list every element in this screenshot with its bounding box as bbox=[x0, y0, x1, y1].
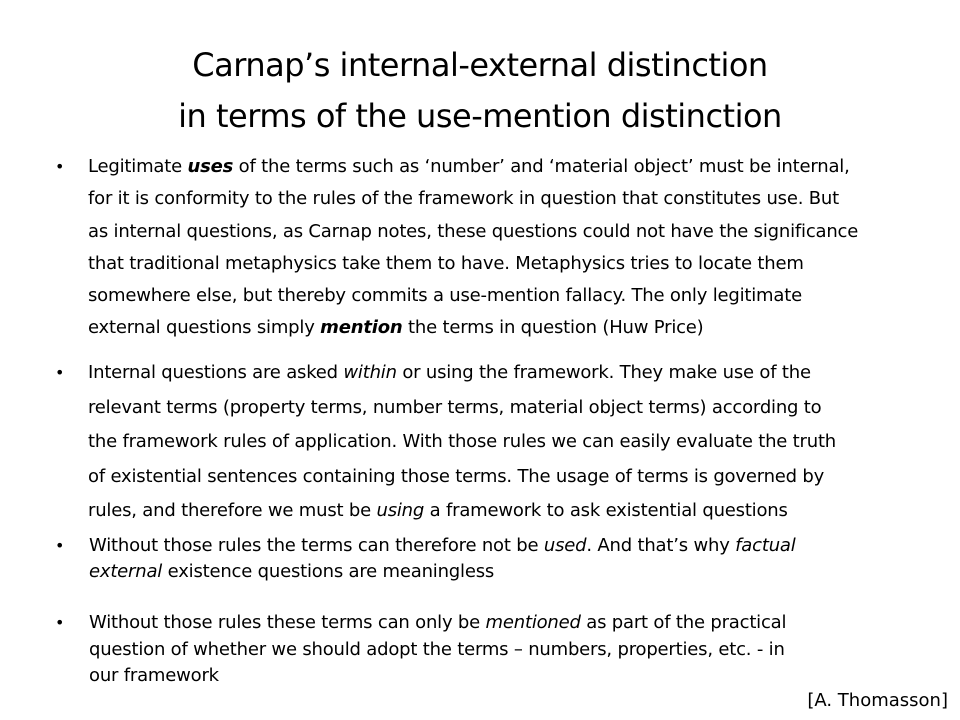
slide-title bbox=[0, 40, 960, 142]
text-run: the framework rules of application. With those rules we can easily evaluate the truth bbox=[88, 431, 837, 453]
text-run: Internal questions are asked bbox=[88, 362, 344, 383]
bullet-text bbox=[88, 151, 858, 345]
bullet-line bbox=[88, 356, 836, 391]
slide-title-line-2: in terms of the use-mention distinction bbox=[178, 97, 782, 135]
bullet-line bbox=[89, 637, 786, 664]
text-run: as internal questions, as Carnap notes, these questions could not have the significance bbox=[88, 220, 859, 242]
bullet-line bbox=[88, 494, 836, 529]
bullet-text bbox=[88, 356, 836, 529]
text-run: Without those rules these terms can only be bbox=[89, 612, 486, 633]
text-run: our framework bbox=[89, 665, 219, 686]
text-run: as part of the practical bbox=[580, 612, 787, 633]
bullet-line bbox=[89, 559, 796, 585]
emphasis-italic: mentioned bbox=[485, 612, 581, 633]
bullet-line bbox=[89, 533, 796, 559]
text-run: or using the framework. They make use of the bbox=[396, 362, 811, 383]
bullet-item-2 bbox=[55, 356, 837, 529]
bullet-dot-icon: • bbox=[55, 157, 65, 176]
bullet-line bbox=[88, 312, 858, 344]
emphasis-italic: factual bbox=[735, 535, 796, 556]
emphasis-italic: used bbox=[543, 535, 587, 556]
bullet-item-3 bbox=[55, 533, 796, 585]
emphasis-italic: within bbox=[343, 362, 397, 383]
text-run: a framework to ask existential questions bbox=[424, 500, 788, 522]
emphasis-bold-italic: mention bbox=[320, 317, 403, 339]
bullet-line bbox=[88, 391, 836, 426]
bullet-line bbox=[88, 151, 858, 183]
bullet-dot-icon: • bbox=[55, 363, 65, 382]
bullet-line bbox=[88, 183, 858, 215]
text-run: the terms in question (Huw Price) bbox=[402, 317, 704, 339]
attribution: [A. Thomasson] bbox=[807, 690, 948, 711]
text-run: question of whether we should adopt the terms – numbers, properties, etc. - in bbox=[89, 638, 785, 660]
bullet-line bbox=[88, 216, 858, 248]
bullet-line bbox=[88, 280, 858, 312]
bullet-line bbox=[88, 460, 836, 495]
bullet-line bbox=[89, 610, 786, 637]
emphasis-italic: external bbox=[89, 561, 163, 582]
bullet-dot-icon: • bbox=[55, 613, 65, 632]
bullet-text bbox=[89, 533, 796, 585]
bullet-item-1 bbox=[55, 151, 859, 345]
text-run: Legitimate bbox=[88, 156, 188, 177]
bullet-dot-icon: • bbox=[55, 536, 65, 555]
text-run: external questions simply bbox=[88, 317, 321, 339]
bullet-item-4 bbox=[55, 610, 787, 690]
bullet-text bbox=[89, 610, 786, 690]
text-run: . And that’s why bbox=[586, 535, 736, 556]
slide-title-line-1: Carnap’s internal-external distinction bbox=[192, 46, 768, 84]
text-run: somewhere else, but thereby commits a use-mention fallacy. The only legitimate bbox=[88, 285, 802, 307]
emphasis-bold-italic: uses bbox=[187, 156, 234, 177]
text-run: Without those rules the terms can therefore not be bbox=[89, 535, 544, 556]
bullet-line bbox=[89, 663, 786, 690]
text-run: relevant terms (property terms, number terms, material object terms) according to bbox=[88, 396, 822, 418]
bullet-line bbox=[88, 248, 858, 280]
text-run: of existential sentences containing those terms. The usage of terms is governed by bbox=[88, 465, 825, 487]
emphasis-italic: using bbox=[376, 500, 425, 522]
text-run: existence questions are meaningless bbox=[162, 561, 495, 582]
text-run: rules, and therefore we must be bbox=[88, 500, 377, 522]
text-run: of the terms such as ‘number’ and ‘material object’ must be internal, bbox=[233, 156, 850, 177]
text-run: for it is conformity to the rules of the framework in question that constitutes use. But bbox=[88, 188, 839, 210]
bullet-line bbox=[88, 425, 836, 460]
text-run: that traditional metaphysics take them to have. Metaphysics tries to locate them bbox=[88, 252, 804, 274]
